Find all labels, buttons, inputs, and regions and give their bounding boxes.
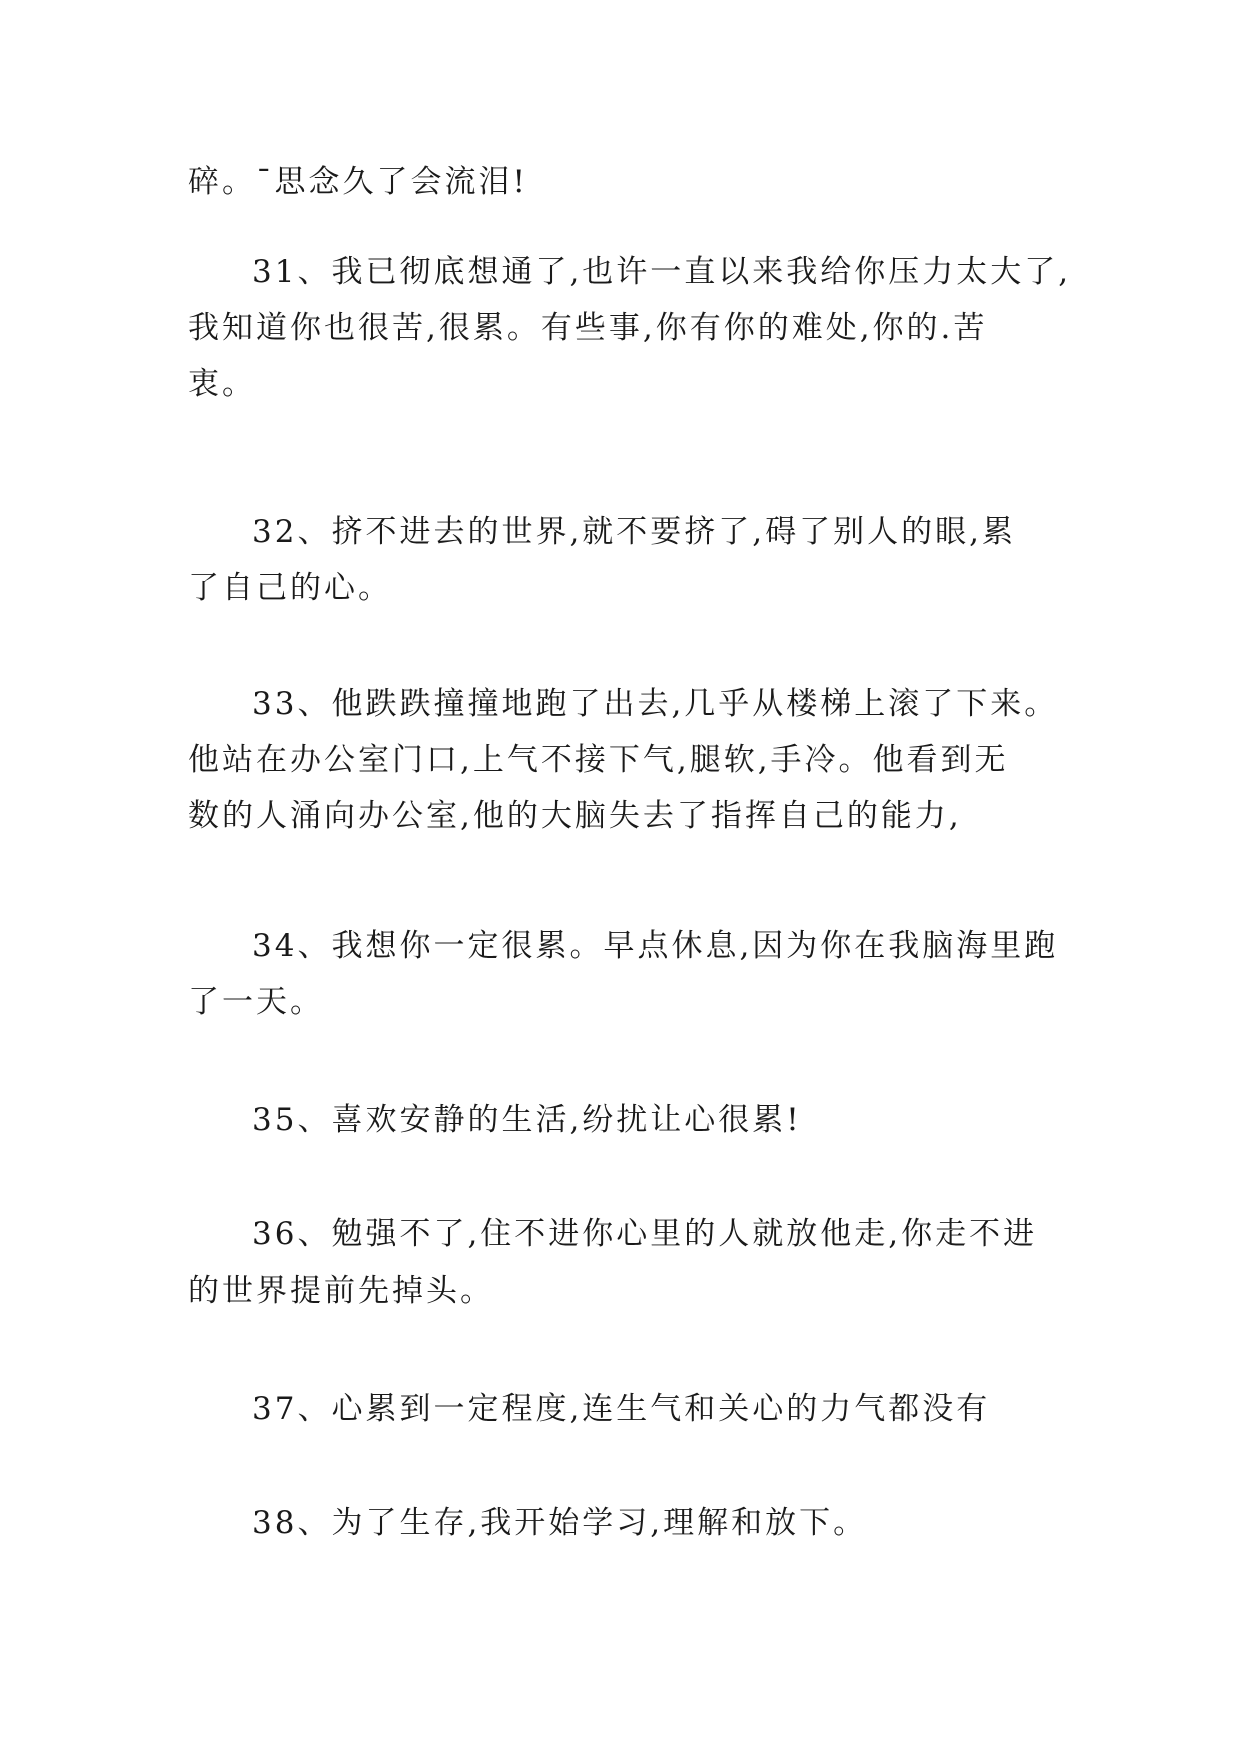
paragraph-33-line-3: 数的人涌向办公室,他的大脑失去了指挥自己的能力, — [188, 798, 962, 834]
paragraph-38-line-1: 38、为了生存,我开始学习,理解和放下。 — [252, 1505, 868, 1541]
paragraph-33-line-1: 33、他跌跌撞撞地跑了出去,几乎从楼梯上滚了下来。 — [252, 686, 1059, 722]
paragraph-33-line-2: 他站在办公室门口,上气不接下气,腿软,手冷。他看到无 — [188, 742, 1009, 778]
paragraph-32-line-2: 了自己的心。 — [188, 570, 392, 606]
paragraph-31-line-3: 衷。 — [188, 366, 256, 402]
paragraph-35-line-1: 35、喜欢安静的生活,纷扰让心很累! — [252, 1102, 802, 1138]
paragraph-31-line-1: 31、我已彻底想通了,也许一直以来我给你压力太大了, — [252, 254, 1072, 290]
paragraph-30-tail: 碎。¯思念久了会流泪! — [188, 164, 528, 200]
paragraph-31-line-2: 我知道你也很苦,很累。有些事,你有你的难处,你的.苦 — [188, 310, 988, 346]
paragraph-36-line-1: 36、勉强不了,住不进你心里的人就放他走,你走不进 — [252, 1216, 1038, 1252]
paragraph-34-line-2: 了一天。 — [188, 984, 324, 1020]
paragraph-34-line-1: 34、我想你一定很累。早点休息,因为你在我脑海里跑 — [252, 928, 1059, 964]
paragraph-36-line-2: 的世界提前先掉头。 — [188, 1273, 494, 1309]
paragraph-32-line-1: 32、挤不进去的世界,就不要挤了,碍了别人的眼,累 — [252, 514, 1017, 550]
paragraph-37-line-1: 37、心累到一定程度,连生气和关心的力气都没有 — [252, 1391, 991, 1427]
